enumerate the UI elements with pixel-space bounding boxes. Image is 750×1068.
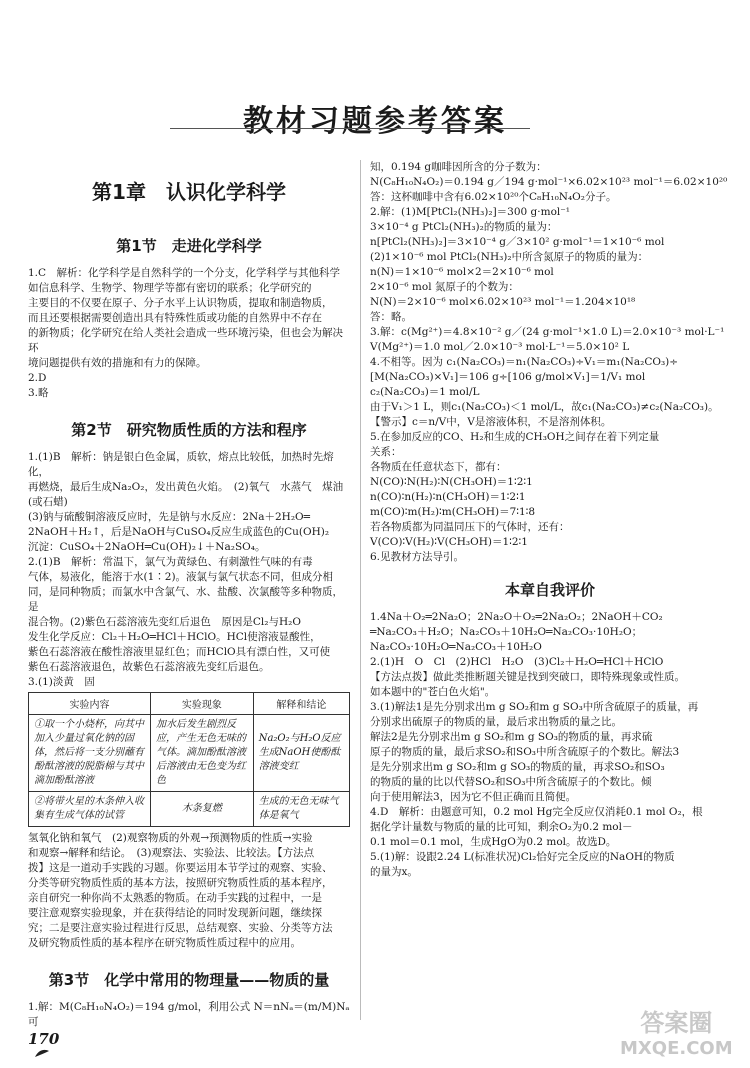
section-1-body [28,266,350,401]
text-line: 4.D 解析：由题意可知，0.2 mol Hg完全反应仅消耗0.1 mol O₂，根 [370,806,703,818]
text-line: 要注意观察实验现象，并在获得结论的同时发现新问题，继续探 [28,907,322,919]
text-line: 分别求出硫原子的物质的量，最后求出物质的量之比。 [370,716,622,728]
section-3-body [28,1000,353,1030]
text-line: N(CO)∶N(H₂)∶N(CH₃OH)＝1∶2∶1 [370,476,533,488]
text-line: 紫色石蕊溶液在酸性溶液里显红色；而HClO具有漂白性，又可使 [28,646,331,658]
watermark-line-2: MXQE.COM [620,1038,733,1059]
page-number: 170 [28,1030,60,1048]
text-line: 3.(1)解法1是先分别求出m g SO₂和m g SO₃中所含硫原子的质量，再 [370,701,699,713]
text-line: 拨】这是一道动手实践的习题。你要运用本节学过的观察、实验、 [28,862,333,874]
text-line: 【警示】c＝n/V中，V是溶液体积，不是溶剂体积。 [370,416,612,428]
text-line: 如信息科学、生物学、物理学等都有密切的联系；化学研究的 [28,282,312,294]
text-line: 2×10⁻⁶ mol 氮原子的个数为： [370,281,519,293]
table-header: 解释和结论 [253,693,349,715]
text-line: 6.见教材方法导引。 [370,551,465,563]
text-line: V(Mg²⁺)＝1.0 mol／2.0×10⁻³ mol·L⁻¹＝5.0×10² L [370,341,630,353]
table-cell: Na₂O₂与H₂O反应生成NaOH使酚酞溶液变红 [253,715,349,792]
table-cell: 生成的无色无味气体是氧气 [253,792,349,827]
text-line: 5.在参加反应的CO、H₂和生成的CH₃OH之间存在着下列定量 [370,431,660,443]
text-line: 2.解：(1)M[PtCl₂(NH₃)₂]＝300 g·mol⁻¹ [370,206,571,218]
self-evaluation-title: 本章自我评价 [504,581,595,599]
title-rule [170,128,530,129]
text-line: 的量为x。 [370,866,418,878]
text-line: 1.解：M(C₈H₁₀N₄O₂)＝194 g/mol，利用公式 N＝nNₐ＝(m/M)Nₐ 可 [28,1001,353,1028]
text-line: m(CO)∶m(H₂)∶m(CH₃OH)＝7∶1∶8 [370,506,536,518]
text-line: 和观察→解释和结论。 (3)观察法、实验法、比较法。【方法点 [28,847,315,859]
answers-continued [370,160,730,565]
text-line: 由于V₁＞1 L，则c₁(Na₂CO₃)＜1 mol/L，故c₁(Na₂CO₃)≠c₂(Na₂CO₃)。 [370,401,719,413]
text-line: n[PtCl₂(NH₃)₂]＝3×10⁻⁴ g／3×10² g·mol⁻¹＝1×10⁻⁶ mol [370,236,665,248]
text-line: 2NaOH＋H₂↑，后是NaOH与CuSO₄反应生成蓝色的Cu(OH)₂ [28,526,330,538]
page-title: 教材习题参考答案 [243,104,507,139]
text-line: 是先分别求出m g SO₂和m g SO₃的物质的量，再求SO₂和SO₃ [370,761,665,773]
text-line: c₂(Na₂CO₃)＝1 mol/L [370,386,480,398]
text-line: n(CO)∶n(H₂)∶n(CH₃OH)＝1∶2∶1 [370,491,526,503]
text-line: 沉淀：CuSO₄＋2NaOH═Cu(OH)₂↓＋Na₂SO₄。 [28,541,266,553]
table-cell: ②将带火星的木条伸入收集有生成气体的试管 [29,792,151,827]
text-line: 4.不相等。因为 c₁(Na₂CO₃)＝n₁(Na₂CO₃)÷V₁＝m₁(Na₂CO₃)÷ [370,356,679,368]
table-cell: 木条复燃 [150,792,253,827]
text-line: 而且还要根据需要创造出具有特殊性质或功能的自然界中不存在 [28,312,322,324]
text-line: 2.D [28,372,47,384]
table-header: 实验内容 [29,693,151,715]
text-line: [M(Na₂CO₃)×V₁]＝106 g÷[106 g/mol×V₁]＝1/V₁ mol [370,371,646,383]
text-line: (3)钠与硫酸铜溶液反应时，先是钠与水反应：2Na＋2H₂O═ [28,511,310,523]
table-row [29,715,350,792]
table-cell: 加水后发生剧烈反应，产生无色无味的气体。滴加酚酞溶液后溶液由无色变为红色 [150,715,253,792]
text-line: 再燃烧，最后生成Na₂O₂，发出黄色火焰。 (2)氧气 水蒸气 煤油(或石蜡) [28,481,344,508]
text-line: 的新物质；化学研究在给人类社会造成一些环境污染，但也会为解决环 [28,327,343,354]
text-line: 紫色石蕊溶液退色，故紫色石蕊溶液先变红后退色。 [28,661,270,673]
watermark [620,1010,733,1062]
text-line: Na₂CO₃·10H₂O═Na₂CO₃＋10H₂O [370,641,542,653]
text-line: N(N)＝2×10⁻⁶ mol×6.02×10²³ mol⁻¹＝1.204×10¹⁸ [370,296,636,308]
text-line: N(C₈H₁₀N₄O₂)＝0.194 g／194 g·mol⁻¹×6.02×10²³ mol⁻¹＝6.02×10²⁰ [370,176,728,188]
text-line: 向于使用解法3，因为它不但正确而且简便。 [370,791,577,803]
section-2-body [28,450,350,690]
text-line: 各物质在任意状态下，都有： [370,461,507,473]
right-column [370,160,730,880]
text-line: 的物质的量的比以代替SO₂和SO₃中所含硫原子的个数比。倾 [370,776,652,788]
text-line: 主要目的不仅要在原子、分子水平上认识物质，提取和制造物质， [28,297,333,309]
text-line: n(N)＝1×10⁻⁶ mol×2＝2×10⁻⁶ mol [370,266,554,278]
column-divider [360,160,361,1020]
text-line: 气体，易液化，能溶于水(1∶2)。液氯与氯气状态不同，但成分相 [28,571,334,583]
text-line: 同，是同种物质；而氯水中含氯气、水、盐酸、次氯酸等多种物质，是 [28,586,343,613]
text-line: 1.(1)B 解析：钠是银白色金属，质软，熔点比较低，加热时先熔化， [28,451,334,478]
section-2-title: 第2节 研究物质性质的方法和程序 [71,421,307,439]
text-line: 知，0.194 g咖啡因所含的分子数为： [370,161,547,173]
experiment-table [28,692,350,827]
text-line: 若各物质都为同温同压下的气体时，还有： [370,521,570,533]
section-3-title: 第3节 化学中常用的物理量——物质的量 [48,971,330,989]
text-line: 5.(1)解：设跟2.24 L(标准状况)Cl₂恰好完全反应的NaOH的物质 [370,851,675,863]
text-line: 境问题提供有效的措施和有力的保障。 [28,357,207,369]
text-line: 1.4Na＋O₂═2Na₂O；2Na₂O＋O₂═2Na₂O₂；2NaOH＋CO₂ [370,611,663,623]
text-line: 关系： [370,446,402,458]
text-line: 答：略。 [370,311,412,323]
text-line: 3.(1)淡黄 固 [28,676,95,688]
after-table-body [28,831,350,951]
text-line: 0.1 mol＝0.1 mol，生成HgO为0.2 mol。故选D。 [370,836,617,848]
text-line: 发生化学反应：Cl₂＋H₂O═HCl＋HClO。HCl使溶液显酸性， [28,631,321,643]
text-line: 1.C 解析：化学科学是自然科学的一个分支，化学科学与其他科学 [28,267,341,279]
text-line: 及研究物质性质的基本程序在研究物质性质过程中的应用。 [28,937,301,949]
text-line: 氢氧化钠和氧气 (2)观察物质的外观→预测物质的性质→实验 [28,832,313,844]
text-line: 3×10⁻⁴ g PtCl₂(NH₃)₂的物质的量为： [370,221,558,233]
text-line: 【方法点拨】做此类推断题关键是找到突破口，即特殊现象或性质。 [370,671,685,683]
text-line: (2)1×10⁻⁶ mol PtCl₂(NH₃)₂中所含氮原子的物质的量为： [370,251,649,263]
leaf-icon [34,1048,50,1058]
text-line: 亲自研究一种你尚不太熟悉的物质。在动手实践的过程中，一是 [28,892,322,904]
text-line: 原子的物质的量，最后求SO₂和SO₃中所含硫原子的个数比。解法3 [370,746,680,758]
chapter-title: 第1章 认识化学科学 [92,180,286,204]
text-line: 据化学计量数与物质的量的比可知，剩余O₂为0.2 mol－ [370,821,633,833]
self-evaluation-body [370,610,730,880]
text-line: 如本题中的"苍白色火焰"。 [370,686,496,698]
text-line: 究；二是要注意实验过程进行反思，总结观察、实验、分类等方法 [28,922,333,934]
text-line: 2.(1)H O Cl (2)HCl H₂O (3)Cl₂＋H₂O═HCl＋HClO [370,656,664,668]
text-line: 分类等研究物质性质的基本方法，按照研究物质性质的基本程序， [28,877,333,889]
watermark-line-1: 答案圈 [640,1009,713,1037]
text-line: 2.(1)B 解析：常温下，氯气为黄绿色、有刺激性气味的有毒 [28,556,313,568]
table-header: 实验现象 [150,693,253,715]
section-1-title: 第1节 走进化学科学 [116,237,262,255]
left-column [28,160,353,1030]
text-line: 3.解：c(Mg²⁺)＝4.8×10⁻² g／(24 g·mol⁻¹×1.0 L)＝2.0×10⁻³ mol·L⁻¹ [370,326,725,338]
table-row [29,792,350,827]
text-line: 混合物。(2)紫色石蕊溶液先变红后退色 原因是Cl₂与H₂O [28,616,301,628]
text-line: V(CO)∶V(H₂)∶V(CH₃OH)＝1∶2∶1 [370,536,528,548]
text-line: 解法2是先分别求出m g SO₂和m g SO₃的物质的量，再求硫 [370,731,653,743]
text-line: 3.略 [28,387,49,399]
table-cell: ①取一个小烧杯，向其中加入少量过氧化钠的固体，然后将一支分别蘸有酚酞溶液的脱脂棉与其中滴加酚酞溶液 [29,715,151,792]
text-line: 答：这杯咖啡中含有6.02×10²⁰个C₈H₁₀N₄O₂分子。 [370,191,617,203]
text-line: ═Na₂CO₃＋H₂O；Na₂CO₃＋10H₂O═Na₂CO₃·10H₂O； [370,626,643,638]
